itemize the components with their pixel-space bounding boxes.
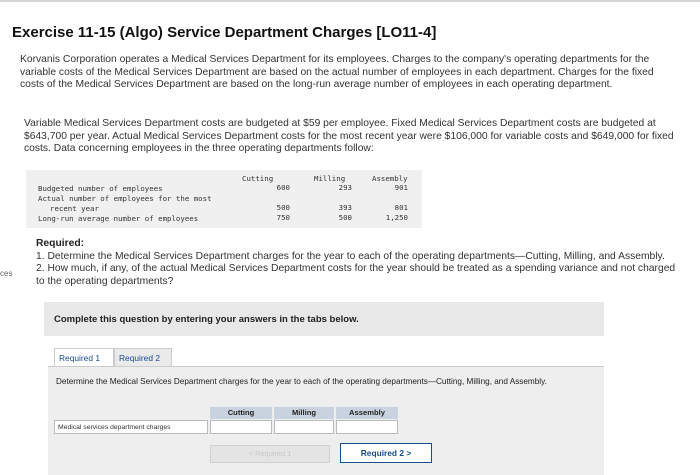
cost-paragraph: Variable Medical Services Department costs are budgeted at $59 per employee. Fixed Medical Services Department costs are budgeted at $643,700 per year. Actual Medical Services Department costs for the most recent year were $106,000 for variable costs and $649,000 for fixed costs. Data concerning employees in the three operating departments follow:: [24, 118, 674, 154]
cutting-charge-input[interactable]: [210, 420, 272, 434]
table-header-milling: Milling: [314, 174, 346, 183]
table-row-label: Budgeted number of employees: [38, 184, 163, 193]
intro-paragraph: Korvanis Corporation operates a Medical Services Department for its employees. Charges to the company's operating departments for the variable costs of the Medical Services Department are based on the actual number of employees in each department. Charges for the fixed costs of the Medical Services Department are based on the long-run average number of employees in each operating department.: [20, 54, 654, 90]
milling-charge-input[interactable]: [274, 420, 334, 434]
table-header-assembly: Assembly: [372, 174, 408, 183]
required-item-1: 1. Determine the Medical Services Department charges for the year to each of the operating departments—Cutting, Milling, and Assembly.: [36, 250, 665, 262]
col-header-assembly: Assembly: [336, 407, 398, 419]
side-label: ces: [0, 269, 13, 278]
col-header-milling: Milling: [274, 407, 334, 419]
table-cell: 1,250: [385, 213, 408, 222]
table-cell: 801: [394, 203, 408, 212]
prev-required-button[interactable]: < Required 1: [210, 445, 330, 463]
col-header-cutting: Cutting: [210, 407, 272, 419]
row-label-medical-charges: Medical services department charges: [54, 420, 208, 434]
table-cell: 750: [276, 213, 290, 222]
instruction-text: Complete this question by entering your answers in the tabs below.: [54, 314, 359, 325]
table-cell: 901: [394, 183, 408, 192]
top-divider: [0, 0, 700, 2]
tab-required-2[interactable]: Required 2: [114, 348, 172, 367]
tab-required-1[interactable]: Required 1: [54, 348, 114, 367]
table-cell: 500: [338, 213, 352, 222]
table-row-label: Long-run average number of employees: [38, 214, 199, 223]
required-item-2: 2. How much, if any, of the actual Medical Services Department costs for the year should be treated as a spending variance and not charged to the operating departments?: [36, 263, 676, 287]
assembly-charge-input[interactable]: [336, 420, 398, 434]
instruction-banner: [44, 302, 604, 336]
employee-data-table: [26, 170, 422, 228]
table-cell: 500: [276, 203, 290, 212]
table-header-cutting: Cutting: [242, 174, 274, 183]
table-row-label: recent year: [50, 204, 99, 213]
page-title: Exercise 11-15 (Algo) Service Department Charges [LO11-4]: [12, 24, 437, 41]
next-required-button[interactable]: Required 2 >: [340, 443, 432, 463]
required-section: [36, 238, 676, 288]
answer-panel: [48, 366, 604, 475]
required-heading: Required:: [36, 238, 85, 249]
table-row-label: Actual number of employees for the most: [38, 194, 212, 203]
table-cell: 600: [276, 183, 290, 192]
table-cell: 293: [338, 183, 352, 192]
panel-instruction: Determine the Medical Services Department charges for the year to each of the operating departments—Cutting, Milling, and Assembly.: [56, 377, 547, 386]
table-cell: 393: [338, 203, 352, 212]
